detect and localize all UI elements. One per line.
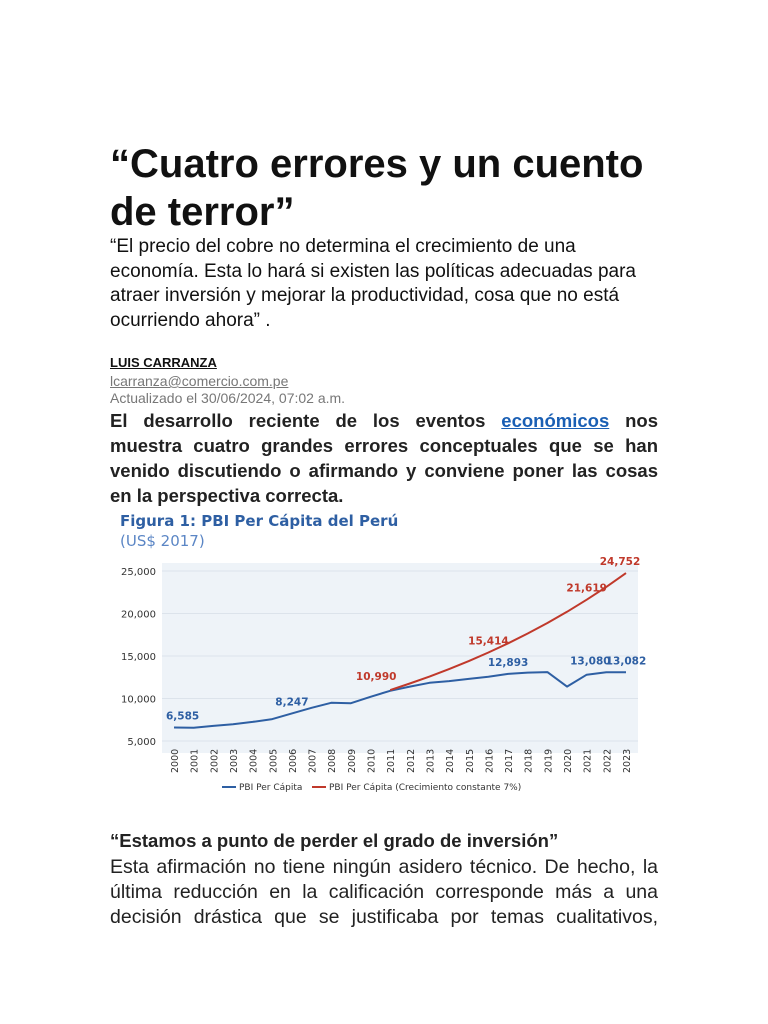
x-tick-label: 2008 xyxy=(327,748,339,773)
data-label: 13,080 xyxy=(570,655,611,668)
data-label: 24,752 xyxy=(599,556,641,569)
lead-text-start: El desarrollo reciente de los eventos xyxy=(110,410,502,431)
data-label: 13,082 xyxy=(605,655,647,668)
updated-timestamp: Actualizado el 30/06/2024, 07:02 a.m. xyxy=(110,390,346,406)
data-label: 6,585 xyxy=(166,710,200,723)
x-tick-label: 2001 xyxy=(189,748,201,773)
x-tick-label: 2018 xyxy=(523,748,535,773)
x-tick-label: 2007 xyxy=(307,748,319,773)
x-tick-label: 2012 xyxy=(405,748,417,773)
x-tick-label: 2000 xyxy=(170,748,181,773)
article-title: “Cuatro errores y un cuento de terror” xyxy=(110,142,644,234)
x-tick-label: 2004 xyxy=(248,748,260,773)
chart-title: Figura 1: PBI Per Cápita del Perú xyxy=(120,512,399,530)
x-tick-label: 2006 xyxy=(287,748,299,773)
author-email[interactable]: lcarranza@comercio.com.pe xyxy=(110,373,289,389)
x-tick-label: 2016 xyxy=(484,748,496,773)
pbi-chart-figure xyxy=(110,508,658,800)
y-tick-label: 10,000 xyxy=(121,694,156,706)
lead-paragraph xyxy=(110,408,658,508)
x-tick-label: 2023 xyxy=(622,748,633,773)
y-axis-ticks xyxy=(121,567,156,748)
section-heading: “Estamos a punto de perder el grado de inversión” xyxy=(110,830,559,851)
x-tick-label: 2009 xyxy=(346,748,358,773)
pbi-line-chart xyxy=(110,508,658,800)
x-tick-label: 2011 xyxy=(386,748,398,773)
chart-subtitle: (US$ 2017) xyxy=(120,532,205,550)
x-tick-label: 2013 xyxy=(425,748,437,773)
x-tick-label: 2002 xyxy=(209,748,221,773)
data-label: 10,990 xyxy=(355,671,397,684)
x-tick-label: 2022 xyxy=(602,748,614,773)
x-tick-label: 2017 xyxy=(504,748,516,773)
data-label: 21,619 xyxy=(566,582,607,595)
y-tick-label: 20,000 xyxy=(121,609,156,621)
y-tick-label: 25,000 xyxy=(121,567,156,578)
data-label: 12,893 xyxy=(487,656,529,669)
x-tick-label: 2019 xyxy=(543,748,555,773)
x-tick-label: 2021 xyxy=(582,748,594,773)
article-subtitle: “El precio del cobre no determina el crecimiento de una economía. Esta lo hará si existen las políticas adecuadas para atraer inversión y mejorar la productividad, cosa que no está ocurriendo ahora” . xyxy=(110,236,636,331)
x-tick-label: 2005 xyxy=(268,748,280,773)
data-label: 8,247 xyxy=(275,696,309,709)
lead-text-end: nos muestra cuatro grandes errores conceptuales que se han venido discutiendo o afirmando y conviene poner las cosas en la perspectiva correcta. xyxy=(110,410,659,506)
x-tick-label: 2014 xyxy=(445,748,457,773)
y-tick-label: 5,000 xyxy=(127,737,156,748)
legend-label-1: PBI Per Cápita (Crecimiento constante 7%) xyxy=(329,783,522,793)
data-label: 15,414 xyxy=(468,635,509,648)
x-tick-label: 2020 xyxy=(563,748,575,773)
author-name[interactable]: LUIS CARRANZA xyxy=(110,355,217,370)
y-tick-label: 15,000 xyxy=(121,652,156,663)
body-paragraph: Esta afirmación no tiene ningún asidero técnico. De hecho, la última reducción en la calificación corresponde más a una decisión drástica que se justificaba por temas cualitativos, xyxy=(110,856,658,928)
chart-legend xyxy=(222,783,521,793)
x-tick-label: 2010 xyxy=(366,748,378,773)
legend-label-0: PBI Per Cápita xyxy=(239,783,303,793)
economicos-link[interactable]: económicos xyxy=(501,410,610,431)
x-tick-label: 2015 xyxy=(464,748,476,773)
x-tick-label: 2003 xyxy=(228,748,240,773)
